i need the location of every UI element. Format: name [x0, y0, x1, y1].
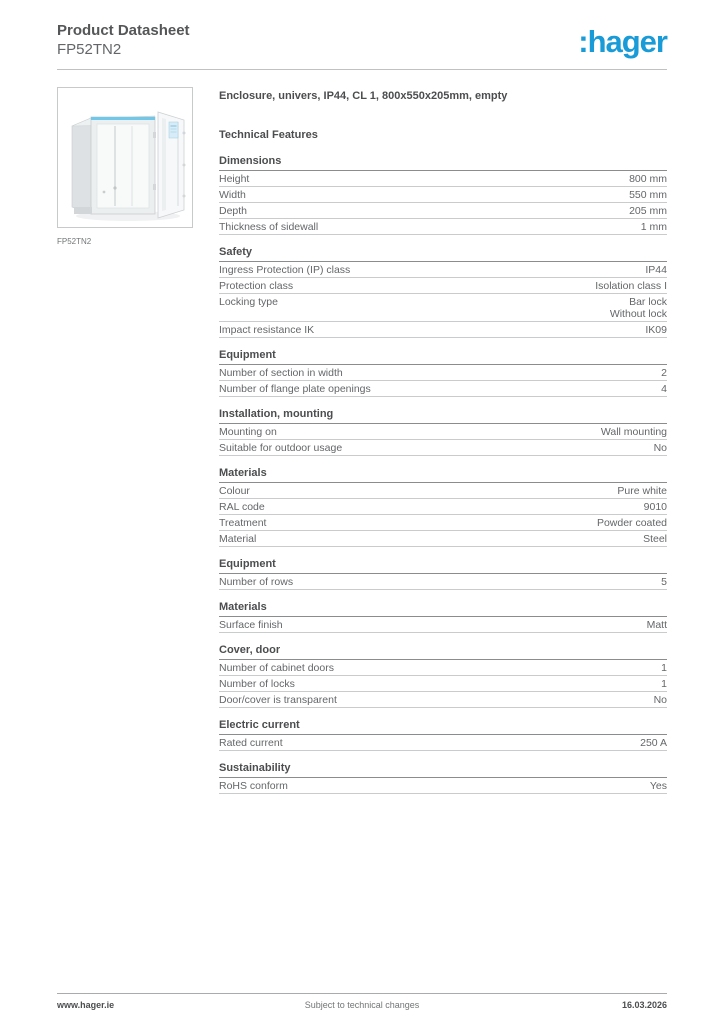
spec-section-title: Safety	[219, 246, 667, 262]
spec-label: Ingress Protection (IP) class	[219, 264, 351, 276]
spec-row	[219, 778, 667, 794]
spec-label: Rated current	[219, 737, 283, 749]
product-image	[57, 87, 193, 228]
spec-row	[219, 660, 667, 676]
footer-date: 16.03.2026	[621, 1000, 667, 1010]
spec-section	[219, 408, 667, 456]
spec-row	[219, 515, 667, 531]
spec-label: Thickness of sidewall	[219, 221, 319, 233]
spec-label: Number of rows	[219, 576, 294, 588]
spec-label: Door/cover is transparent	[219, 694, 337, 706]
spec-row	[219, 219, 667, 235]
enclosure-illustration	[58, 88, 192, 227]
spec-value: 5	[661, 576, 667, 588]
spec-row	[219, 692, 667, 708]
product-image-column	[57, 87, 193, 805]
spec-row	[219, 574, 667, 590]
hager-logo: :hager	[578, 24, 667, 59]
spec-value: 9010	[643, 501, 667, 513]
spec-value: Bar lock Without lock	[609, 296, 667, 320]
spec-label: Mounting on	[219, 426, 277, 438]
spec-section	[219, 349, 667, 397]
spec-row	[219, 381, 667, 397]
spec-value: 4	[661, 383, 667, 395]
spec-sections	[219, 155, 667, 794]
spec-label: Treatment	[219, 517, 267, 529]
spec-label: Impact resistance IK	[219, 324, 315, 336]
spec-label: Number of flange plate openings	[219, 383, 371, 395]
spec-row	[219, 617, 667, 633]
footer-disclaimer: Subject to technical changes	[304, 1000, 420, 1010]
spec-label: Number of cabinet doors	[219, 662, 334, 674]
spec-row	[219, 322, 667, 338]
technical-features-heading: Technical Features	[219, 129, 318, 141]
page-header	[57, 0, 667, 59]
spec-value: IP44	[645, 264, 667, 276]
spec-section-title: Materials	[219, 601, 667, 617]
spec-value: Powder coated	[596, 517, 667, 529]
spec-value: No	[653, 442, 667, 454]
spec-label: Number of locks	[219, 678, 295, 690]
product-image-caption: FP52TN2	[57, 237, 92, 246]
spec-label: Height	[219, 173, 250, 185]
spec-label: Width	[219, 189, 246, 201]
spec-section-title: Equipment	[219, 558, 667, 574]
spec-value: Wall mounting	[600, 426, 667, 438]
spec-column	[219, 87, 667, 805]
spec-section	[219, 155, 667, 235]
spec-row	[219, 262, 667, 278]
spec-label: RAL code	[219, 501, 265, 513]
spec-row	[219, 483, 667, 499]
product-code: FP52TN2	[57, 41, 122, 58]
spec-section	[219, 719, 667, 751]
header-divider	[57, 69, 667, 70]
spec-row	[219, 203, 667, 219]
spec-label: Number of section in width	[219, 367, 343, 379]
spec-value: Yes	[649, 780, 667, 792]
product-title: Enclosure, univers, IP44, CL 1, 800x550x205mm, empty	[219, 90, 508, 102]
spec-label: Colour	[219, 485, 250, 497]
spec-label: Locking type	[219, 296, 278, 308]
spec-section	[219, 644, 667, 708]
spec-row	[219, 440, 667, 456]
page-footer	[57, 993, 667, 1010]
spec-value: 250 A	[640, 737, 667, 749]
spec-label: Depth	[219, 205, 248, 217]
spec-value: IK09	[645, 324, 667, 336]
spec-row	[219, 735, 667, 751]
spec-row	[219, 171, 667, 187]
spec-section-title: Electric current	[219, 719, 667, 735]
spec-label: Suitable for outdoor usage	[219, 442, 343, 454]
spec-row	[219, 187, 667, 203]
spec-value: 205 mm	[629, 205, 667, 217]
spec-value: 2	[661, 367, 667, 379]
footer-website-link[interactable]: www.hager.ie	[57, 1000, 115, 1010]
spec-section-title: Cover, door	[219, 644, 667, 660]
spec-section-title: Materials	[219, 467, 667, 483]
spec-section	[219, 467, 667, 547]
spec-value: Isolation class I	[595, 280, 667, 292]
spec-value: 1 mm	[640, 221, 667, 233]
spec-label: Material	[219, 533, 257, 545]
page-title: Product Datasheet	[57, 22, 190, 39]
spec-value: No	[653, 694, 667, 706]
spec-row	[219, 424, 667, 440]
spec-value: 550 mm	[629, 189, 667, 201]
header-text-block	[57, 21, 190, 59]
spec-label: Protection class	[219, 280, 294, 292]
spec-section-title: Sustainability	[219, 762, 667, 778]
spec-row	[219, 365, 667, 381]
spec-value: 1	[661, 678, 667, 690]
spec-row	[219, 294, 667, 322]
spec-section	[219, 762, 667, 794]
spec-section	[219, 246, 667, 338]
spec-section-title: Dimensions	[219, 155, 667, 171]
spec-value: 800 mm	[629, 173, 667, 185]
spec-section	[219, 558, 667, 590]
spec-row	[219, 278, 667, 294]
spec-row	[219, 676, 667, 692]
content-area	[57, 87, 667, 805]
spec-value: 1	[661, 662, 667, 674]
spec-section-title: Installation, mounting	[219, 408, 667, 424]
spec-value: Pure white	[617, 485, 667, 497]
spec-section	[219, 601, 667, 633]
spec-value: Steel	[643, 533, 667, 545]
spec-row	[219, 499, 667, 515]
spec-value: Matt	[646, 619, 667, 631]
spec-section-title: Equipment	[219, 349, 667, 365]
spec-label: RoHS conform	[219, 780, 288, 792]
spec-label: Surface finish	[219, 619, 283, 631]
spec-row	[219, 531, 667, 547]
